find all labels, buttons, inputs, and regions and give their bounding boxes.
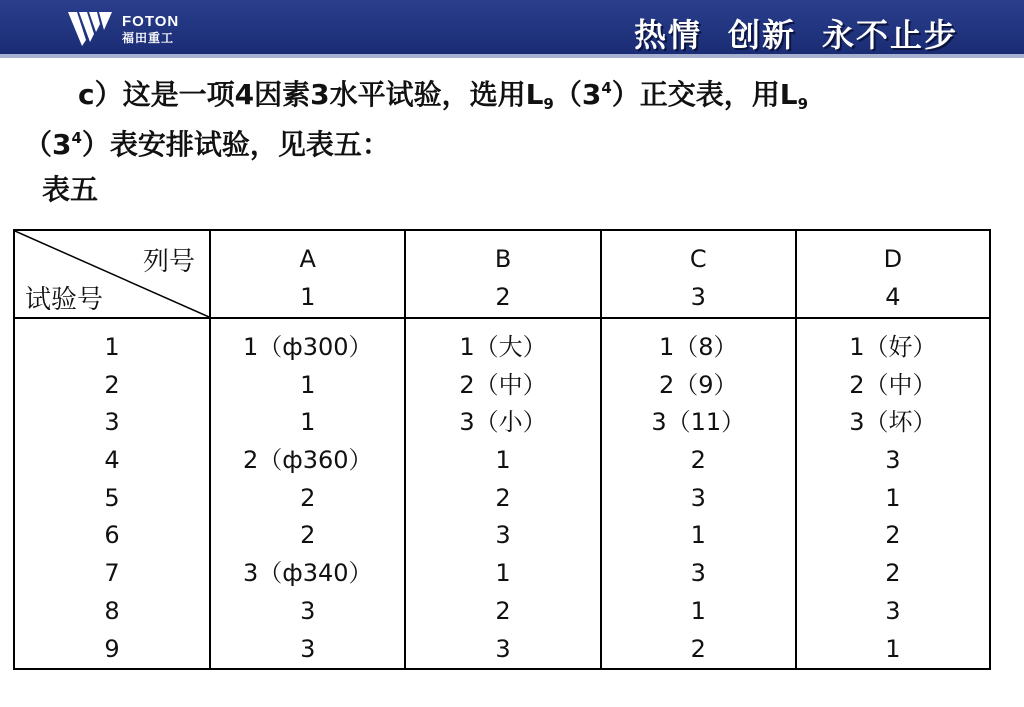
level-value: 3（11） (651, 408, 746, 437)
level-value: 3 (885, 596, 901, 625)
level-value: 2（ф360） (242, 446, 373, 475)
slogan-word: 创新 (727, 16, 796, 54)
level-value: 1（大） (459, 333, 547, 361)
level-value: 3 (690, 483, 706, 512)
level-value: 2（9） (658, 370, 738, 399)
brand (122, 14, 179, 44)
subscript: 9 (797, 95, 809, 113)
subscript: 9 (543, 95, 554, 113)
level-value: 3（坏） (849, 408, 937, 437)
level-value: 3（小） (459, 408, 547, 437)
trial-number: 4 (104, 446, 120, 475)
trial-number: 3 (104, 408, 120, 437)
level-value: 1 (495, 446, 511, 475)
column-number: 3 (690, 282, 706, 311)
trial-number: 2 (104, 370, 120, 399)
text-run: ）表安排试验，见表五： (81, 128, 390, 161)
column-number: 4 (885, 282, 901, 311)
level-value: 1 (690, 596, 706, 625)
slogan-word: 热情 (633, 16, 702, 54)
header-cell-b (405, 230, 600, 318)
level-value: 1（好） (849, 333, 937, 361)
brand-name-en: FOTON (122, 13, 180, 30)
level-value: 1 (495, 559, 511, 588)
level-value: 3 (495, 634, 511, 663)
trial-number: 9 (104, 634, 120, 663)
factor-b-column (405, 318, 600, 669)
paragraph-line-1 (28, 70, 1008, 120)
column-number: 1 (300, 282, 316, 311)
level-value: 2 (690, 634, 706, 663)
level-value: 2 (300, 521, 316, 550)
factor-label: C (689, 245, 707, 273)
level-value: 1 (885, 483, 901, 512)
level-value: 1（8） (658, 333, 738, 361)
text-run: c）这是一项4因素3水平试验，选用L (78, 78, 544, 111)
column-number: 2 (495, 282, 511, 311)
paragraph-line-2 (24, 120, 1008, 170)
trial-number: 8 (104, 596, 120, 625)
text-run: （3 (553, 78, 602, 111)
level-value: 2（中） (459, 370, 547, 399)
factor-c-column (601, 318, 796, 669)
level-value: 2 (300, 483, 316, 512)
brand-name-cn: 福田重工 (122, 31, 175, 45)
table-body-row (14, 318, 990, 669)
slogan (634, 10, 958, 56)
factor-label: B (494, 245, 512, 273)
header-cell-a (210, 230, 405, 318)
level-value: 2 (885, 521, 901, 550)
text-run: （3 (24, 128, 72, 161)
orthogonal-table (13, 229, 991, 670)
superscript: 4 (601, 79, 612, 97)
column-number-label: 列号 (142, 247, 195, 277)
level-value: 2 (495, 596, 511, 625)
level-value: 3 (690, 559, 706, 588)
level-value: 3 (300, 634, 316, 663)
header-cell-d (796, 230, 990, 318)
trial-number: 1 (104, 333, 120, 361)
level-value: 3（ф340） (242, 559, 373, 588)
level-value: 2 (885, 559, 901, 588)
table-header-row (14, 230, 990, 318)
slogan-word: 永不止步 (821, 16, 958, 54)
factor-d-column (796, 318, 990, 669)
trial-number-column (14, 318, 210, 669)
level-value: 2（中） (849, 370, 937, 399)
trial-number: 6 (104, 521, 120, 550)
level-value: 1 (300, 370, 316, 399)
level-value: 1 (690, 521, 706, 550)
table-title: 表五 (42, 173, 99, 206)
foton-logo-icon (68, 12, 112, 46)
level-value: 3 (495, 521, 511, 550)
text-run: ）正交表，用L (611, 78, 798, 111)
trial-number-label: 试验号 (25, 285, 104, 315)
header-cell-c (601, 230, 796, 318)
intro-paragraph (24, 70, 1008, 170)
slide-header (0, 0, 1024, 58)
level-value: 3 (885, 446, 901, 475)
level-value: 2 (495, 483, 511, 512)
level-value: 2 (690, 446, 706, 475)
factor-label: A (299, 245, 316, 273)
superscript: 4 (71, 129, 82, 147)
level-value: 1（ф300） (242, 333, 373, 361)
level-value: 1 (885, 634, 901, 663)
factor-a-column (210, 318, 405, 669)
trial-number: 7 (104, 559, 120, 588)
level-value: 1 (300, 408, 316, 437)
corner-cell (14, 230, 210, 318)
level-value: 3 (300, 596, 316, 625)
trial-number: 5 (104, 483, 120, 512)
factor-label: D (883, 245, 903, 273)
